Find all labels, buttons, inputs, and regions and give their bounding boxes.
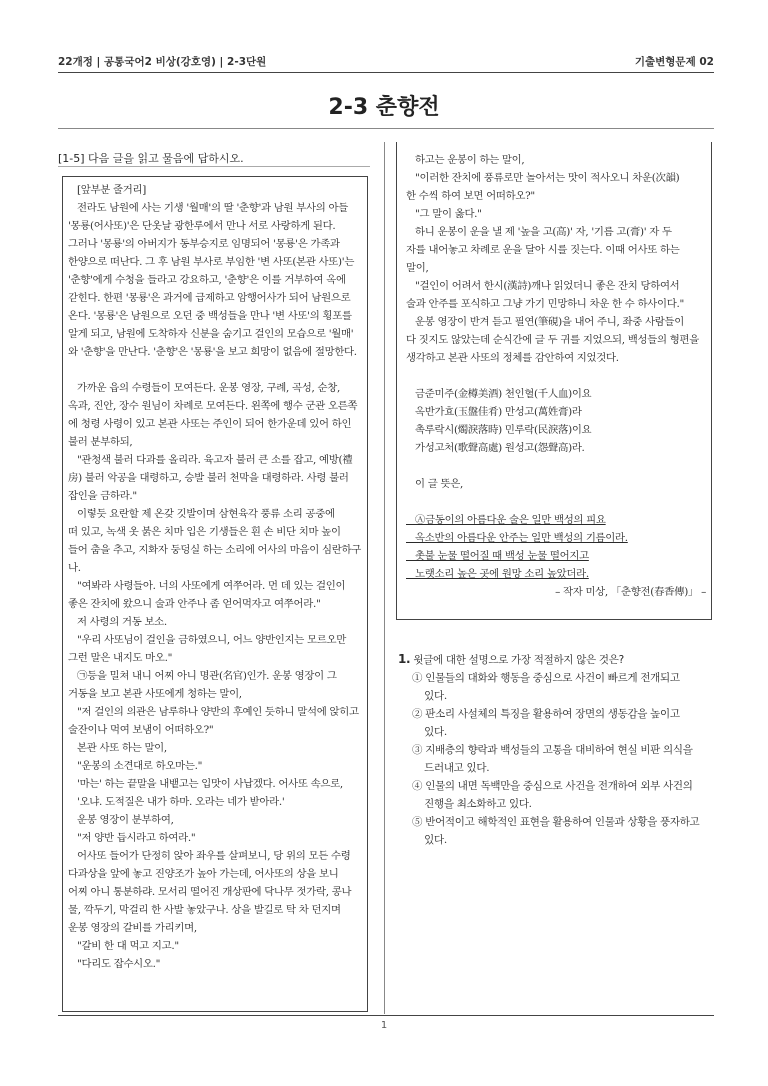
right-line: 옥소반의 아름다운 안주는 일만 백성의 기름이라. — [406, 532, 628, 544]
header-exam-label: 기출변형문제 02 — [634, 56, 714, 68]
right-line: 가성고처(歌聲高處) 원성고(怨聲高)라. — [406, 442, 585, 454]
answer-option: ④ 인물의 내면 독백만을 중심으로 사건을 전개하여 외부 사건의 — [412, 780, 693, 792]
answer-option: 드러내고 있다. — [412, 762, 490, 774]
answer-option: ② 판소리 사설체의 특징을 활용하여 장면의 생동감을 높이고 — [412, 708, 680, 720]
left-line: "우리 사또님이 걸인을 금하였으니, 어느 양반인지는 모르오만 — [68, 634, 346, 646]
left-line: "저 양반 듭시라고 하여라." — [68, 832, 196, 844]
left-line: 운봉 영장이 분부하여, — [68, 814, 174, 826]
left-line: [앞부분 줄거리] — [68, 184, 146, 196]
question-options — [398, 669, 716, 849]
left-line: 거동을 보고 본관 사또에게 청하는 말이, — [68, 688, 242, 700]
right-line: 이 글 뜻은, — [406, 478, 463, 490]
left-line: 본관 사또 하는 말이, — [68, 742, 167, 754]
passage-left — [68, 181, 364, 973]
left-line: 알게 되고, 남원에 도착하자 신분을 숨기고 걸인의 모습으로 '월매' — [68, 328, 354, 340]
left-line: 물, 깍두기, 막걸리 한 사발 놓았구나. 상을 발길로 탁 차 던지며 — [68, 904, 341, 916]
right-line: 노랫소리 높은 곳에 원망 소리 높았더라. — [406, 568, 589, 580]
answer-option: ⑤ 반어적이고 해학적인 표현을 활용하여 인물과 상황을 풍자하고 — [412, 816, 700, 828]
right-line: 촛불 눈물 떨어질 때 백성 눈물 떨어지고 — [406, 550, 589, 562]
source-citation: – 작자 미상, 「춘향전(春香傳)」 – — [555, 586, 706, 598]
right-line: 다 짓지도 않았는데 순식간에 글 두 귀를 지었으되, 백성들의 형편을 — [406, 334, 699, 346]
instruction: [1-5] 다음 글을 읽고 물음에 답하시오. — [58, 152, 244, 165]
left-line: 어찌 아니 통분하랴. 모서리 떨어진 개상판에 닥나무 젓가락, 콩나 — [68, 886, 352, 898]
right-line: 금준미주(金樽美酒) 천인혈(千人血)이요 — [406, 388, 592, 400]
left-line: 다과상을 앞에 놓고 진양조가 높아 가는데, 어사또의 상을 보니 — [68, 868, 339, 880]
left-line: 잡인을 금하라." — [68, 490, 137, 502]
left-line: 들어 춤을 추고, 지화자 둥덩실 하는 소리에 어사의 마음이 심란하구 — [68, 544, 361, 556]
left-line: 불러 분부하되, — [68, 436, 133, 448]
title-rule — [58, 128, 714, 129]
question-1 — [398, 650, 716, 849]
right-line — [406, 457, 706, 475]
answer-option: 있다. — [412, 690, 447, 702]
left-line: 떠 있고, 녹색 옷 붉은 치마 입은 기생들은 흰 손 비단 치마 높이 — [68, 526, 341, 538]
right-line: 운봉 영장이 반겨 듣고 필연(筆硯)을 내어 주니, 좌중 사람들이 — [406, 316, 684, 328]
left-line: "갈비 한 대 먹고 지고." — [68, 940, 179, 952]
right-line: "그 말이 옳다." — [406, 208, 482, 220]
question-stem: 윗글에 대한 설명으로 가장 적절하지 않은 것은? — [413, 654, 624, 666]
left-line — [68, 361, 364, 379]
page-title: 2-3 춘향전 — [328, 95, 440, 120]
right-line: 말이, — [406, 262, 429, 274]
left-line: "운봉의 소견대로 하오마는." — [68, 760, 203, 772]
left-line: 房) 불러 악공을 대령하고, 승발 불러 천막을 대령하라. 사령 불러 — [68, 472, 349, 484]
left-line: '춘향'에게 수청을 들라고 강요하고, '춘향'은 이를 거부하여 옥에 — [68, 274, 346, 286]
left-line: "관청색 불러 다과를 올리라. 육고자 불러 큰 소를 잡고, 예방(禮 — [68, 454, 353, 466]
left-line: ㉠등을 밀쳐 내니 어찌 아니 명관(名官)인가. 운봉 영장이 그 — [68, 670, 337, 682]
left-line: "다리도 잡수시오." — [68, 958, 161, 970]
right-line: 자를 내어놓고 차례로 운을 달아 시를 짓는다. 이때 어사또 하는 — [406, 244, 680, 256]
right-line: "걸인이 어려서 한시(漢詩)깨나 읽었더니 좋은 잔치 당하여서 — [406, 280, 680, 292]
left-line: 온다. '몽룡'은 남원으로 오던 중 백성들을 만나 '변 사또'의 횡포를 — [68, 310, 352, 322]
left-line: 한양으로 떠난다. 그 후 남원 부사로 부임한 '변 사또(본관 사또)'는 — [68, 256, 355, 268]
instruction-rule — [58, 166, 370, 167]
left-line: 어사또 들어가 단정히 앉아 좌우를 살펴보니, 당 위의 모든 수령 — [68, 850, 351, 862]
right-line: 촉루락시(燭淚落時) 민루락(民淚落)이요 — [406, 424, 592, 436]
right-line: Ⓐ금동이의 아름다운 술은 일만 백성의 피요 — [406, 514, 606, 526]
left-line: 나. — [68, 562, 81, 574]
right-line: 하니 운봉이 운을 낼 제 '높을 고(高)' 자, '기름 고(膏)' 자 두 — [406, 226, 672, 238]
answer-option: 있다. — [412, 834, 447, 846]
page-header — [58, 52, 714, 70]
left-line: 저 사령의 거동 보소. — [68, 616, 167, 628]
question-number: 1. — [398, 652, 411, 666]
right-line: 하고는 운봉이 하는 말이, — [406, 154, 525, 166]
left-line: 전라도 남원에 사는 기생 '월매'의 딸 '춘향'과 남원 부사의 아들 — [68, 202, 348, 214]
footer-rule — [58, 1015, 714, 1016]
answer-option: ③ 지배층의 향락과 백성들의 고통을 대비하여 현실 비판 의식을 — [412, 744, 693, 756]
left-line: 옥과, 진안, 장수 원님이 차례로 모여든다. 왼쪽에 행수 군관 오른쪽 — [68, 400, 358, 412]
right-line: 한 수씩 하여 보면 어떠하오?" — [406, 190, 535, 202]
passage-right — [406, 151, 706, 601]
left-line: 가까운 읍의 수령들이 모여든다. 운봉 영장, 구례, 곡성, 순창, — [68, 382, 341, 394]
left-line: 그런 말은 내지도 마오." — [68, 652, 173, 664]
left-line: 운봉 영장의 갈비를 가리키며, — [68, 922, 197, 934]
right-line — [406, 367, 706, 385]
left-line: 술잔이나 먹여 보냄이 어떠하오?" — [68, 724, 214, 736]
left-line: 그러나 '몽룡'의 아버지가 동부승지로 임명되어 '몽룡'은 가족과 — [68, 238, 340, 250]
column-divider — [384, 142, 385, 1014]
left-line: 에 청령 사령이 있고 본관 사또는 주인이 되어 한가운데 있어 하인 — [68, 418, 352, 430]
left-line: 갇힌다. 한편 '몽룡'은 과거에 급제하고 암행어사가 되어 남원으로 — [68, 292, 351, 304]
left-line: 좋은 잔치에 왔으니 술과 안주나 좀 얻어먹자고 여쭈어라." — [68, 598, 321, 610]
answer-option: 있다. — [412, 726, 447, 738]
header-rule — [58, 72, 714, 73]
left-line: "여봐라 사령들아. 너의 사또에게 여쭈어라. 먼 데 있는 걸인이 — [68, 580, 346, 592]
left-line: 와 '춘향'을 만난다. '춘향'은 '몽룡'을 보고 희망이 없음에 절망한다. — [68, 346, 357, 358]
right-line: 술과 안주를 포식하고 그냥 가기 민망하니 차운 한 수 하사이다." — [406, 298, 684, 310]
right-line — [406, 493, 706, 511]
answer-option: 진행을 최소화하고 있다. — [412, 798, 532, 810]
right-line: 생각하고 본관 사또의 정체를 감안하여 지었것다. — [406, 352, 619, 364]
left-line: '마는' 하는 끝말을 내뱉고는 입맛이 사납겠다. 어사또 속으로, — [68, 778, 343, 790]
left-line: 이렇듯 요란할 제 온갖 깃발이며 삼현육각 풍류 소리 공중에 — [68, 508, 335, 520]
page-number: 1 — [380, 1020, 388, 1031]
left-line: '오냐. 도적질은 내가 하마. 오라는 네가 받아라.' — [68, 796, 285, 808]
right-line: "이러한 잔치에 풍류로만 놀아서는 맛이 적사오니 차운(次韻) — [406, 172, 680, 184]
answer-option: ① 인물들의 대화와 행동을 중심으로 사건이 빠르게 전개되고 — [412, 672, 680, 684]
header-course-info: 22개정 | 공통국어2 비상(강호영) | 2-3단원 — [58, 56, 267, 68]
right-line: 옥반가효(玉盤佳肴) 만성고(萬姓膏)라 — [406, 406, 582, 418]
left-line: '몽룡(어사또)'은 단옷날 광한루에서 만나 서로 사랑하게 된다. — [68, 220, 336, 232]
left-line: "저 걸인의 의관은 남루하나 양반의 후예인 듯하니 말석에 앉히고 — [68, 706, 359, 718]
